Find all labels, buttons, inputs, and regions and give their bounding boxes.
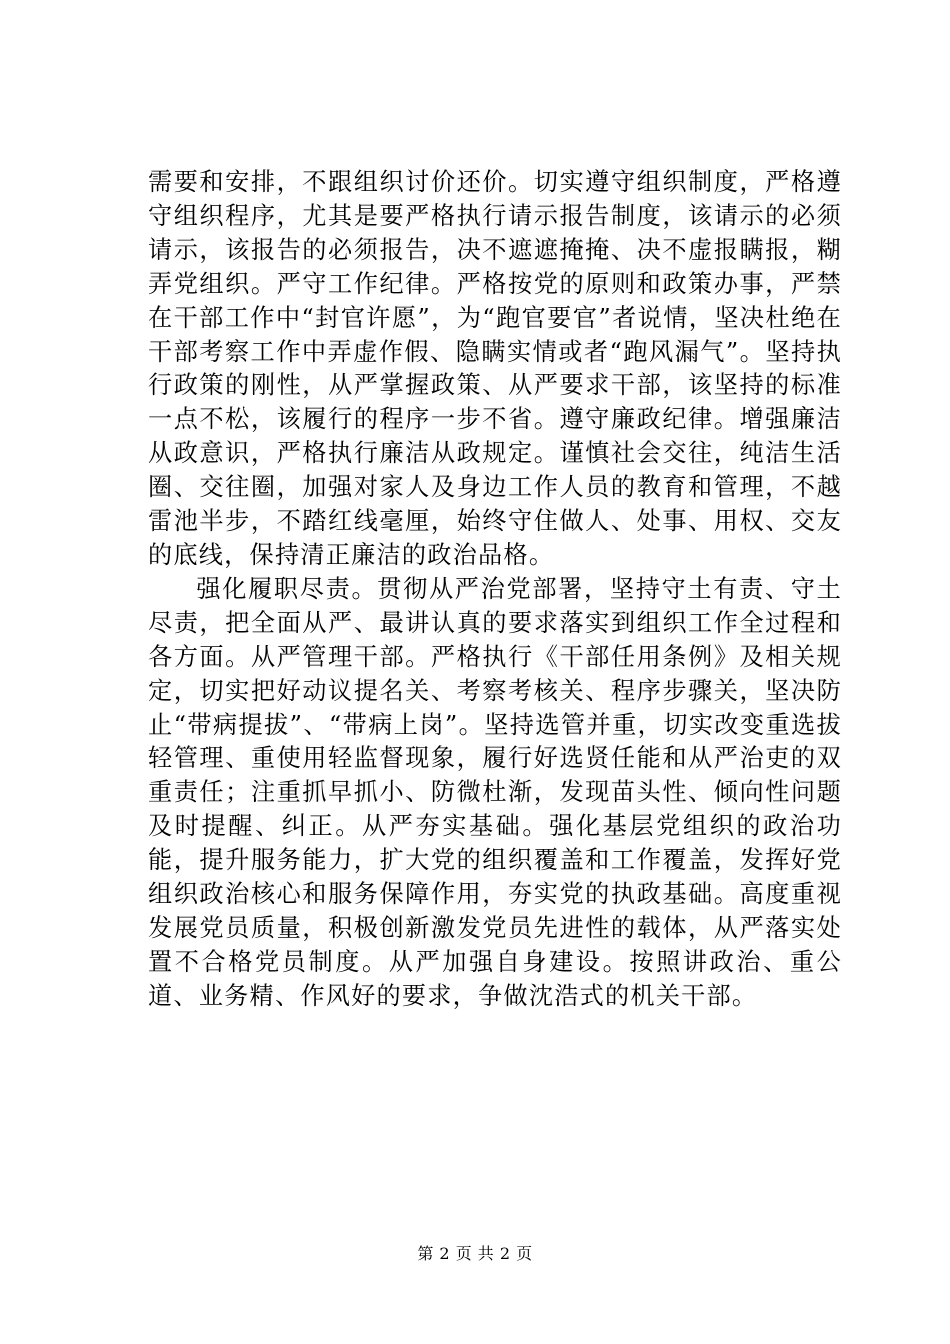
paragraph-discipline: 需要和安排，不跟组织讨价还价。切实遵守组织制度，严格遵守组织程序，尤其是要严格执行请示报告制度，该请示的必须请示，该报告的必须报告，决不遮遮掩掩、决不虚报瞒报，糊弄党组织。严守工作纪律。严格按党的原则和政策办事，严禁在干部工作中“封官许愿”，为“跑官要官”者说情，坚决杜绝在干部考察工作中弄虚作假、隐瞒实情或者“跑风漏气”。坚持执行政策的刚性，从严掌握政策、从严要求干部，该坚持的标准一点不松，该履行的程序一步不省。遵守廉政纪律。增强廉洁从政意识，严格执行廉洁从政规定。谨慎社会交往，纯洁生活圈、交往圈，加强对家人及身边工作人员的教育和管理，不越雷池半步，不踏红线毫厘，始终守住做人、处事、用权、交友的底线，保持清正廉洁的政治品格。 [148, 168, 842, 569]
page-number-footer: 第 2 页 共 2 页 [417, 1244, 533, 1263]
paragraph-duty-fulfillment: 强化履职尽责。贯彻从严治党部署，坚持守土有责、守土尽责，把全面从严、最讲认真的要求落实到组织工作全过程和各方面。从严管理干部。严格执行《干部任用条例》及相关规定，切实把好动议提名关、考察考核关、程序步骤关，坚决防止“带病提拔”、“带病上岗”。坚持选管并重，切实改变重选拔轻管理、重使用轻监督现象，履行好选贤任能和从严治吏的双重责任；注重抓早抓小、防微杜渐，发现苗头性、倾向性问题及时提醒、纠正。从严夯实基础。强化基层党组织的政治功能，提升服务能力，扩大党的组织覆盖和工作覆盖，发挥好党组织政治核心和服务保障作用，夯实党的执政基础。高度重视发展党员质量，积极创新激发党员先进性的载体，从严落实处置不合格党员制度。从严加强自身建设。按照讲政治、重公道、业务精、作风好的要求，争做沈浩式的机关干部。 [148, 574, 842, 1010]
document-body [148, 166, 842, 1014]
